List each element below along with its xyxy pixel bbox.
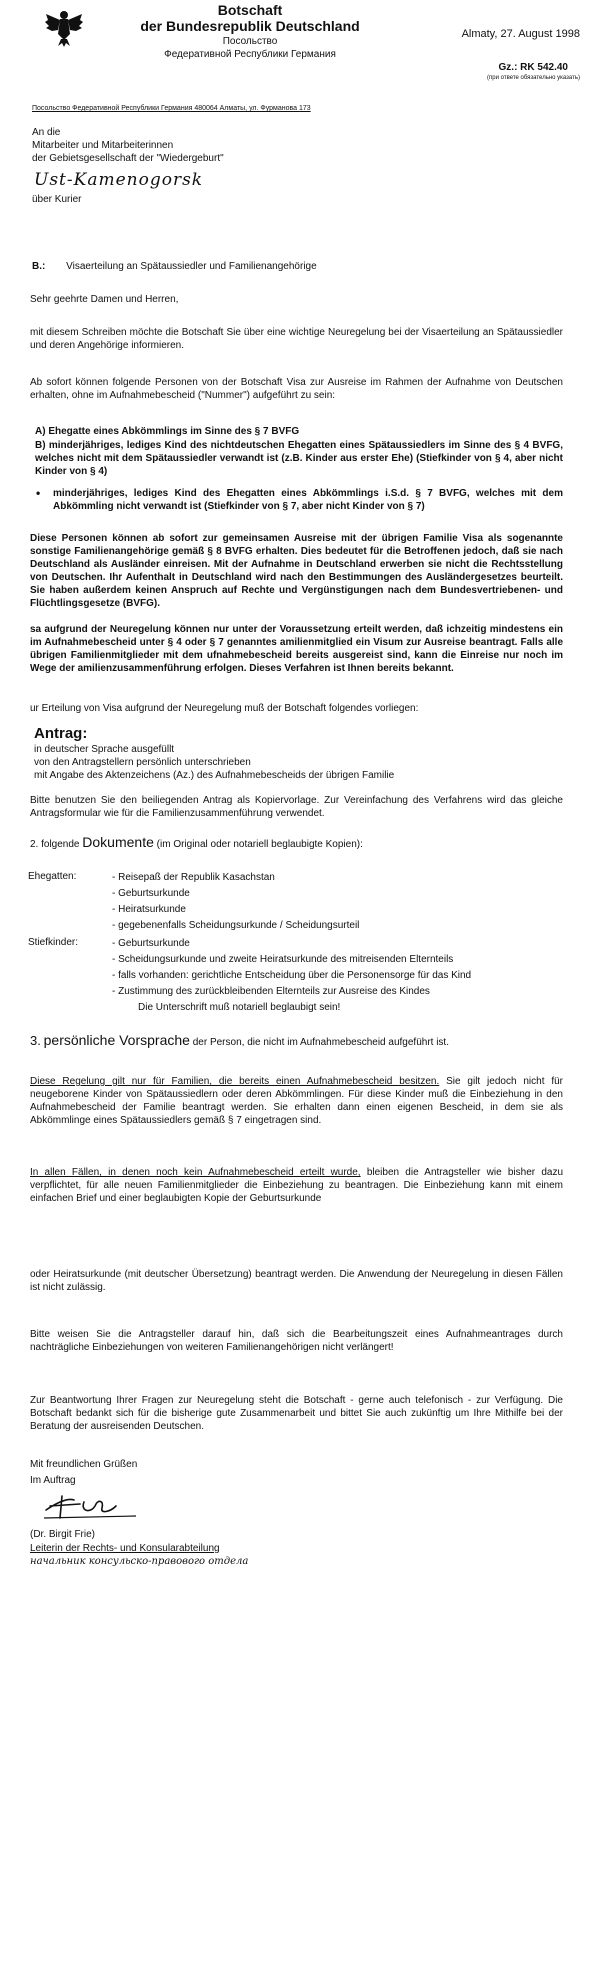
spouse-documents (28, 870, 573, 934)
embassy-country: der Bundesrepublik Deutschland (140, 18, 360, 34)
paragraph-scope (30, 1075, 563, 1127)
paragraph-translation: oder Heiratsurkunde (mit deutscher Übersetzung) beantragt werden. Die Anwendung der Neuregelung in diesen Fällen ist nicht zulässig. (30, 1269, 563, 1293)
paragraph-inclusion (30, 1166, 563, 1205)
paragraph-contact: Zur Beantwortung Ihrer Fragen zur Neuregelung steht die Botschaft - gerne auch telefonisch - zur Verfügung. Die Botschaft bedankt sich für die bisherige gute Zusammenarbeit und bittet Sie auch zukünftig um Ihre Mithilfe bei der Beratung der ausreisenden Deutschen. (30, 1395, 563, 1432)
federal-eagle-icon (44, 6, 84, 48)
appearance-number: 3. (30, 1033, 41, 1048)
address-line: Mitarbeiter und Mitarbeiterinnen (32, 140, 174, 151)
list-bullet: • (36, 486, 41, 500)
antrag-list (34, 743, 554, 782)
antrag-heading: Antrag: (34, 725, 88, 742)
document-item: - Zustimmung des zurückbleibenden Elternteils zur Ausreise des Kindes (112, 986, 430, 997)
list-item-c: minderjähriges, lediges Kind des Ehegatten eines Abkömmlings i.S.d. § 7 BVFG, welches mit dem Abkömmling nicht verwandt ist (Stiefkinder von § 7, aber nicht Kinder von § 7) (53, 488, 563, 512)
embassy-title-ru: Посольство (222, 36, 278, 47)
paragraph-processing: Bitte weisen Sie die Antragsteller darauf hin, daß sich die Bearbeitungszeit eines Aufnahmeantrages durch nachträgliche Einbeziehungen von weiteren Familienangehörigen nicht verlängert! (30, 1329, 563, 1353)
scope-underlined: Diese Regelung gilt nur für Familien, die bereits einen Aufnahmebescheid besitzen. (30, 1076, 440, 1087)
inclusion-text: bleiben die Antragsteller wie bisher dazu verpflichtet, für alle neuen Familienmitglieder die Einbeziehung zu beantragen. Die Einbeziehung kann mit einem einfachen Brief und einer beglaubigten Kopie der Geburtsurkunde (30, 1167, 564, 1204)
signatory-name: (Dr. Birgit Frie) (30, 1529, 95, 1540)
closing-on-behalf: Im Auftrag (30, 1475, 76, 1486)
document-item: - gegebenenfalls Scheidungsurkunde / Scheidungsurteil (112, 920, 360, 931)
document-item: - falls vorhanden: gerichtliche Entscheidung über die Personensorge für das Kind (112, 970, 472, 981)
list-item-b: B) minderjähriges, lediges Kind des nichtdeutschen Ehegatten eines Spätaussiedlers im Sinne des § 4 BVFG, welches nicht mit dem Spätaussiedler verwandt ist (z.B. Kinder aus erster Ehe) (Stiefkinder von § 4, aber nicht Kinder von § 4) (35, 440, 563, 477)
antrag-item: in deutscher Sprache ausgefüllt (34, 744, 175, 755)
document-item: - Geburtsurkunde (112, 938, 190, 949)
list-item-a: A) Ehegatte eines Abkömmlings im Sinne des § 7 BVFG (35, 426, 300, 437)
paragraph-persons: Ab sofort können folgende Personen von der Botschaft Visa zur Ausreise im Rahmen der Aufnahme von Deutschen erhalten, ohne im Aufnahmebescheid ("Nummer") aufgeführt zu sein: (30, 377, 563, 401)
address-block (32, 126, 224, 165)
stepchild-documents (28, 936, 573, 1016)
sender-line: Посольство Федеративной Республики Германия 480064 Алматы, ул. Фурманова 173 (32, 105, 311, 112)
documents-prefix: 2. folgende (30, 839, 80, 850)
closing-greeting: Mit freundlichen Grüßen (30, 1459, 138, 1470)
embassy-country-ru: Федеративной Республики Германия (164, 49, 336, 60)
appearance-title: persönliche Vorsprache (43, 1032, 190, 1048)
handwritten-position-ru: начальник консульско-правового отдела (30, 1556, 249, 1567)
documents-list (28, 870, 573, 1016)
greeting: Sehr geehrte Damen und Herren, (30, 294, 179, 305)
stepchild-label: Stiefkinder: (28, 937, 79, 948)
personal-appearance (30, 1034, 570, 1049)
paragraph-consequences: Diese Personen können ab sofort zur gemeinsamen Ausreise mit der übrigen Familie Visa als sogenannte sonstige Familienangehörige gemäß § 8 BVFG erhalten. Dies bedeutet für die Betroffenen jedoch, daß sie nach Deutschland als Ausländer einreisen. Mit der Aufnahme in Deutschland erwerben sie nicht die Rechtsstellung von Deutschen. Ihr Aufenthalt in Deutschland wird nach den Bestimmungen des Ausländergesetzes beurteilt. Sie haben außerdem keinen Anspruch auf Rechte und Vergünstigungen nach dem Bundesvertriebenen- und Flüchtlingsgesetze (BVFG). (30, 533, 563, 609)
scope-text: Sie gilt jedoch nicht für neugeborene Kinder von Spätaussiedlern oder deren Abkömmlingen. Für diese Kinder muß die Einbeziehung in den Aufnahmebescheid der Familie beantragt werden. Sie erhalten dann einen eigenen Bescheid, in dem sie als Abkömmlinge eines Spätaussiedlers gemäß § 7 eingetragen sind. (30, 1076, 563, 1126)
handwritten-city: Ust-Kamenogorsk (34, 170, 204, 190)
document-item: - Reisepaß der Republik Kasachstan (112, 872, 275, 883)
reference-note: (при ответе обязательно указать) (487, 75, 580, 81)
letter-date: Almaty, 27. August 1998 (461, 28, 580, 40)
subject-prefix: B.: (32, 261, 46, 272)
document-item: - Geburtsurkunde (112, 888, 190, 899)
paragraph-intro: mit diesem Schreiben möchte die Botschaft Sie über eine wichtige Neuregelung bei der Visaerteilung an Spätaussiedler und deren Angehörige informieren. (30, 327, 563, 351)
antrag-item: von den Antragstellern persönlich unterschrieben (34, 757, 251, 768)
paragraph-form-template: Bitte benutzen Sie den beiliegenden Antrag als Kopiervorlage. Zur Vereinfachung des Verfahrens wird das gleiche Antragsformular wie für die Familienzusammenführung verwendet. (30, 795, 563, 819)
signatory-position: Leiterin der Rechts- und Konsularabteilung (30, 1543, 220, 1554)
documents-title: Dokumente (82, 834, 154, 850)
subject-line (32, 260, 572, 273)
reference-number: Gz.: RK 542.40 (498, 62, 568, 73)
notarization-note: Die Unterschrift muß notariell beglaubigt sein! (138, 1002, 341, 1013)
spouse-label: Ehegatten: (28, 871, 77, 882)
documents-heading (30, 836, 563, 851)
antrag-item: mit Angabe des Aktenzeichens (Az.) des Aufnahmebescheids der übrigen Familie (34, 770, 395, 781)
courier-line: über Kurier (32, 194, 82, 205)
embassy-title: Botschaft (217, 2, 283, 18)
document-item: - Scheidungsurkunde und zweite Heiratsurkunde des mitreisenden Elternteils (112, 954, 454, 965)
address-line: An die (32, 127, 61, 138)
documents-note: (im Original oder notariell beglaubigte Kopien): (156, 839, 363, 850)
paragraph-requirements: ur Erteilung von Visa aufgrund der Neuregelung muß der Botschaft folgendes vorliegen: (30, 703, 419, 714)
address-line: der Gebietsgesellschaft der "Wiedergeburt" (32, 153, 224, 164)
signature-icon (40, 1488, 160, 1524)
document-item: - Heiratsurkunde (112, 904, 186, 915)
paragraph-condition: sa aufgrund der Neuregelung können nur unter der Voraussetzung erteilt werden, daß ichzeitig mindestens ein im Aufnahmebescheid unter § 4 oder § 7 genanntes amilienmitglied ein Visum zur Ausreise beantragt. Falls alle übrigen Familienmitglieder mit dem ufnahmebescheid bereits ausgereist sind, kann die Einreise nur noch im Wege der amilienzusammenführung erfolgen. Dieses Verfahren ist Ihnen bereits bekannt. (30, 624, 563, 674)
appearance-text: der Person, die nicht im Aufnahmebescheid aufgeführt ist. (192, 1037, 449, 1048)
subject-text: Visaerteilung an Spätaussiedler und Familienangehörige (66, 261, 317, 272)
inclusion-underlined: In allen Fällen, in denen noch kein Aufnahmebescheid erteilt wurde, (30, 1167, 361, 1178)
